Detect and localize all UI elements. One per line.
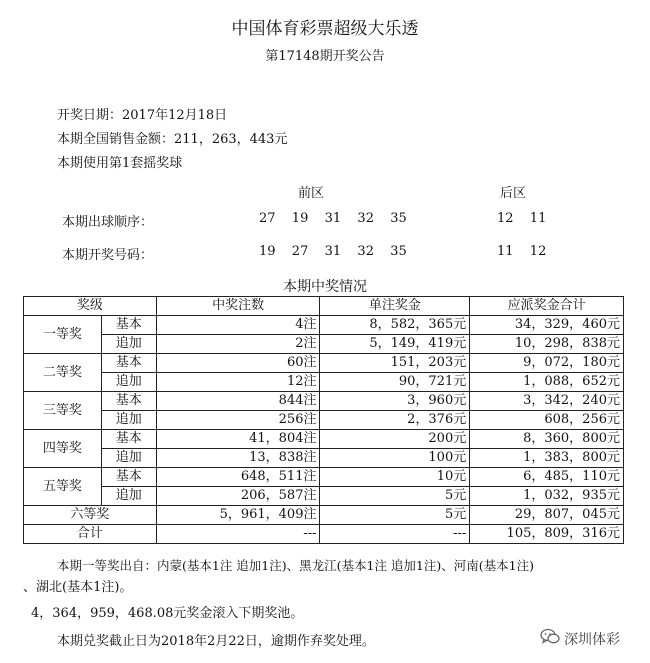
winner-count: 41，804注 <box>156 430 320 449</box>
draw-order-back: 12 11 <box>497 211 547 226</box>
total-label: 合计 <box>24 525 157 544</box>
winner-count: 4注 <box>156 316 320 335</box>
winner-count: 648，511注 <box>156 468 320 487</box>
single-prize: 151，203元 <box>320 354 470 373</box>
back-zone-label: 后区 <box>500 186 527 201</box>
bet-type: 基本 <box>101 468 156 487</box>
bet-type: 基本 <box>101 430 156 449</box>
total-prize: 1，032，935元 <box>470 487 624 506</box>
watermark <box>540 628 620 649</box>
single-prize: 5元 <box>320 487 470 506</box>
winning-numbers-front: 19 27 31 32 35 <box>259 244 407 259</box>
sales-amount: 本期全国销售金额：211，263，443元 <box>57 132 288 147</box>
single-prize: 3，960元 <box>320 392 470 411</box>
winner-count: 5，961，409注 <box>156 506 320 525</box>
table-row <box>24 392 624 411</box>
winner-count: 844注 <box>156 392 320 411</box>
single-prize: 2，376元 <box>320 411 470 430</box>
issue-subtitle: 第17148期开奖公告 <box>265 49 385 64</box>
total-prize: 34，329，460元 <box>470 316 624 335</box>
header-total-prize: 应派奖金合计 <box>470 297 624 316</box>
first-prize-origin-line2: 、湖北(基本1注)。 <box>23 580 133 595</box>
front-zone-label: 前区 <box>298 186 325 201</box>
header-prize-level: 奖级 <box>24 297 157 316</box>
bet-type: 追加 <box>101 373 156 392</box>
prize-level-name: 六等奖 <box>24 506 157 525</box>
total-prize: 9，072，180元 <box>470 354 624 373</box>
winning-numbers-label: 本期开奖号码： <box>62 248 154 263</box>
table-row <box>24 354 624 373</box>
total-prize: 1，088，652元 <box>470 373 624 392</box>
claim-deadline: 本期兑奖截止日为2018年2月22日，逾期作弃奖处理。 <box>57 634 375 649</box>
prize-table <box>23 296 624 544</box>
total-prize: 10，298，838元 <box>470 335 624 354</box>
total-count: --- <box>156 525 320 544</box>
winner-count: 12注 <box>156 373 320 392</box>
draw-order-label: 本期出球顺序： <box>62 215 154 230</box>
table-row <box>24 487 624 506</box>
table-row <box>24 335 624 354</box>
prize-level-name: 一等奖 <box>24 316 102 354</box>
bet-type: 追加 <box>101 335 156 354</box>
total-single-prize: --- <box>320 525 470 544</box>
single-prize: 90，721元 <box>320 373 470 392</box>
total-prize: 3，342，240元 <box>470 392 624 411</box>
single-prize: 5，149，419元 <box>320 335 470 354</box>
bet-type: 基本 <box>101 392 156 411</box>
bet-type: 追加 <box>101 449 156 468</box>
prize-section-title: 本期中奖情况 <box>283 279 367 295</box>
total-prize: 6，485，110元 <box>470 468 624 487</box>
announcement-title: 中国体育彩票超级大乐透 <box>231 19 419 39</box>
winner-count: 2注 <box>156 335 320 354</box>
single-prize: 100元 <box>320 449 470 468</box>
table-total-row <box>24 525 624 544</box>
grand-total: 105，809，316元 <box>470 525 624 544</box>
bet-type: 基本 <box>101 316 156 335</box>
table-row <box>24 449 624 468</box>
prize-level-name: 四等奖 <box>24 430 102 468</box>
prize-level-name: 五等奖 <box>24 468 102 506</box>
table-row <box>24 506 624 525</box>
winner-count: 60注 <box>156 354 320 373</box>
ball-set-info: 本期使用第1套摇奖球 <box>57 156 183 171</box>
table-row <box>24 468 624 487</box>
bet-type: 基本 <box>101 354 156 373</box>
single-prize: 5元 <box>320 506 470 525</box>
winner-count: 256注 <box>156 411 320 430</box>
total-prize: 608，256元 <box>470 411 624 430</box>
table-row <box>24 316 624 335</box>
jackpot-rollover: 4，364，959，468.08元奖金滚入下期奖池。 <box>31 606 304 621</box>
header-winner-count: 中奖注数 <box>156 297 320 316</box>
total-prize: 8，360，800元 <box>470 430 624 449</box>
first-prize-origin-line1: 本期一等奖出自：内蒙(基本1注 追加1注)、黑龙江(基本1注 追加1注)、河南(基本1注) <box>57 558 534 573</box>
single-prize: 8，582，365元 <box>320 316 470 335</box>
single-prize: 10元 <box>320 468 470 487</box>
winning-numbers-back: 11 12 <box>497 244 547 259</box>
watermark-label: 深圳体彩 <box>564 631 620 648</box>
table-row <box>24 411 624 430</box>
bet-type: 追加 <box>101 487 156 506</box>
table-header-row <box>24 297 624 316</box>
table-row <box>24 373 624 392</box>
total-prize: 1，383，800元 <box>470 449 624 468</box>
draw-order-front: 27 19 31 32 35 <box>259 211 407 226</box>
wechat-bubble-icon <box>540 628 560 649</box>
header-single-prize: 单注奖金 <box>320 297 470 316</box>
prize-level-name: 三等奖 <box>24 392 102 430</box>
table-row <box>24 430 624 449</box>
bet-type: 追加 <box>101 411 156 430</box>
total-prize: 29，807，045元 <box>470 506 624 525</box>
winner-count: 13，838注 <box>156 449 320 468</box>
prize-level-name: 二等奖 <box>24 354 102 392</box>
winner-count: 206，587注 <box>156 487 320 506</box>
draw-date: 开奖日期：2017年12月18日 <box>57 108 228 123</box>
single-prize: 200元 <box>320 430 470 449</box>
